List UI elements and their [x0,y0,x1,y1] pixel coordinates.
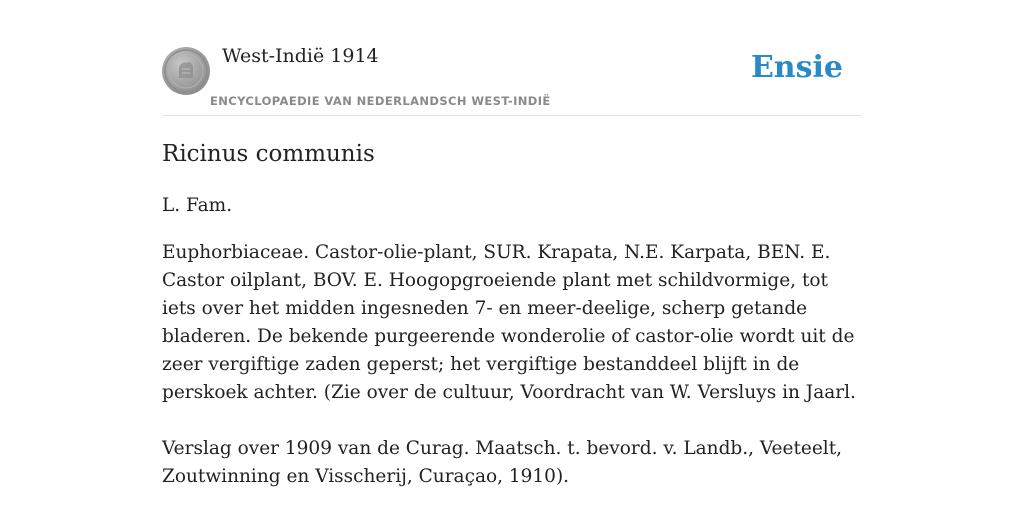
article-title: Ricinus communis [162,141,375,167]
article-paragraph: L. Fam. [162,195,233,216]
source-subtitle: ENCYCLOPAEDIE VAN NEDERLANDSCH WEST-INDIË [210,94,551,108]
article-paragraph: Verslag over 1909 van de Curag. Maatsch. t. bevord. v. Landb., Veeteelt, Zoutwinning en Visscherij, Curaçao, 1910). [162,438,843,487]
article-paragraph: Euphorbiaceae. Castor-olie-plant, SUR. Krapata, N.E. Karpata, BEN. E. Castor oilplant, BOV. E. Hoogopgroeiende plant met schildvormige, tot iets over het midden ingesneden 7- en meer-deelige, scherp getande bladeren. De bekende purgeerende wonderolie of castor-olie wordt uit de zeer vergiftige zaden geperst; het vergiftige bestanddeel blijft in de perskoek achter. (Zie over de cultuur, Voordracht van W. Versluys in Jaarl. [162,242,856,403]
source-title[interactable]: West-Indië 1914 [222,45,379,67]
site-header [162,0,862,116]
article [162,136,862,491]
brand-logo-link[interactable]: Ensie [750,50,843,85]
coin-emblem-icon[interactable] [162,47,210,95]
